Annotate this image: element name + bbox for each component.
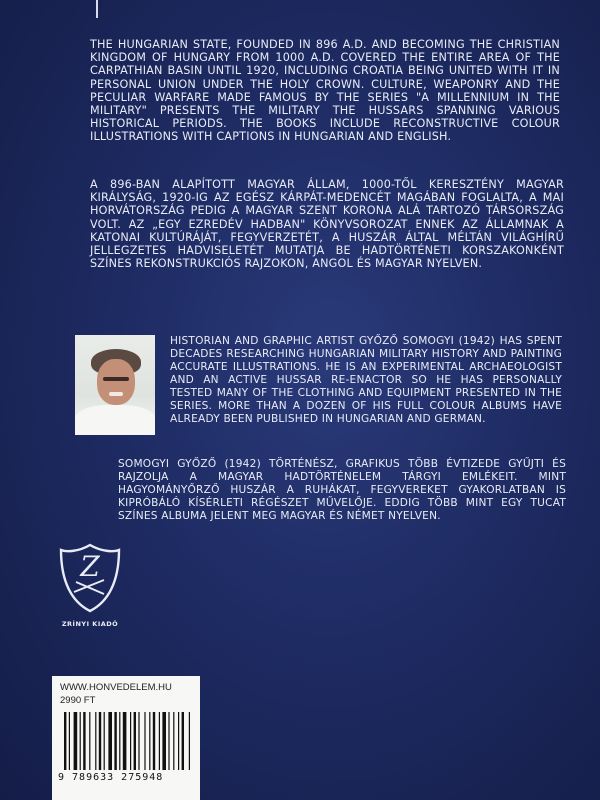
website-text: WWW.HONVEDELEM.HU	[60, 682, 172, 693]
barcode-bar	[162, 712, 166, 770]
barcode-bars	[64, 712, 196, 770]
price-text: 2990 FT	[60, 695, 96, 706]
barcode-bar	[149, 712, 150, 770]
publisher-shield-logo	[58, 542, 122, 614]
author-bio-hungarian: SOMOGYI GYŐZŐ (1942) TÖRTÉNÉSZ, GRAFIKUS TÖBB ÉVTIZEDE GYŰJTI ÉS RAJZOLJA A MAGYAR HADTÖRTÉNELEM TÁRGYI EMLÉKEIT. MINT HAGYOMÁNYŐRZŐ HUSZÁR A RUHÁKAT, FEGYVEREKET GYAKORLATBAN IS KIPRÓBÁLÓ KÍSÉRLETI RÉGÉSZET MŰVELŐJE. EDDIG TÖBB MINT EGY TUCAT SZÍNES ALBUMA JELENT MEG MAGYAR ÉS NÉMET NYELVEN.	[118, 458, 566, 522]
barcode-bar	[182, 712, 184, 770]
barcode-bar	[173, 712, 174, 770]
barcode-bar	[64, 712, 66, 770]
barcode-bar	[89, 712, 90, 770]
barcode-bar	[83, 712, 85, 770]
logo-letter: Z	[80, 550, 100, 583]
barcode-bar	[108, 712, 112, 770]
barcode-bar	[130, 712, 131, 770]
barcode-bar	[114, 712, 116, 770]
hungarian-blurb: A 896-BAN ALAPÍTOTT MAGYAR ÁLLAM, 1000-TŐL KERESZTÉNY MAGYAR KIRÁLYSÁG, 1920-IG AZ EGÉSZ KÁRPÁT-MEDENCÉT MAGÁBAN FOGLALTA, A MAI HORVÁTORSZÁG PEDIG A MAGYAR SZENT KORONA ALÁ TARTOZÓ TÁRSORSZÁG VOLT. AZ „EGY EZREDÉV HADBAN" KÖNYVSOROZAT ENNEK AZ ÁLLAMNAK A KATONAI KULTÚRÁJÁT, FEGYVERZETÉT, A HUSZÁR ÁLTAL MÉLTÁN VILÁGHÍRŰ JELLEGZETES HADVISELETÉT MUTATJA BE HADTÖRTÉNETI KORSZAKONKÉNT SZÍNES REKONSTRUKCIÓS RAJZOKON, ANGOL ÉS MAGYAR NYELVEN.	[90, 178, 564, 271]
barcode-bar	[69, 712, 70, 770]
barcode-bar	[138, 712, 139, 770]
barcode-bar	[123, 712, 127, 770]
isbn-number: 9 789633 275948	[58, 772, 164, 783]
author-photo	[75, 335, 155, 435]
spine-edge-line	[96, 0, 98, 18]
barcode-bar	[168, 712, 169, 770]
author-bio-english: HISTORIAN AND GRAPHIC ARTIST GYŐZŐ SOMOGYI (1942) HAS SPENT DECADES RESEARCHING HUNGARIAN MILITARY HISTORY AND PAINTING ACCURATE ILLUSTRATIONS. HE IS AN EXPERIMENTAL ARCHAEOLOGIST AND AN ACTIVE HUSSAR RE-ENACTOR SO HE HAS PERSONALLY TESTED MANY OF THE CLOTHING AND EQUIPMENT PRESENTED IN THE SERIES. MORE THAN A DOZEN OF HIS FULL COLOUR ALBUMS HAVE ALREADY BEEN PUBLISHED IN HUNGARIAN AND GERMAN.	[170, 335, 562, 425]
barcode-bar	[159, 712, 160, 770]
barcode-bar	[144, 712, 145, 770]
barcode-bar	[95, 712, 96, 770]
barcode-bar	[99, 712, 101, 770]
barcode-bar	[104, 712, 105, 770]
barcode-bar	[153, 712, 155, 770]
barcode-bar	[134, 712, 136, 770]
publisher-name: ZRÍNYI KIADÓ	[61, 620, 119, 628]
barcode-bar	[189, 712, 190, 770]
barcode-bar	[178, 712, 179, 770]
barcode-bar	[74, 712, 78, 770]
barcode-bar	[119, 712, 120, 770]
english-blurb: THE HUNGARIAN STATE, FOUNDED IN 896 A.D. AND BECOMING THE CHRISTIAN KINGDOM OF HUNGARY FROM 1000 A.D. COVERED THE ENTIRE AREA OF THE CARPATHIAN BASIN UNTIL 1920, INCLUDING CROATIA BEING UNITED WITH IT IN PERSONAL UNION UNDER THE HOLY CROWN. CULTURE, WEAPONRY AND THE PECULIAR WARFARE MADE FAMOUS BY THE SERIES "A MILLENNIUM IN THE MILITARY" PRESENTS THE MILITARY THE HUSSARS SPANNING VARIOUS HISTORICAL PERIODS. THE BOOKS INCLUDE RECONSTRUCTIVE COLOUR ILLUSTRATIONS WITH CAPTIONS IN HUNGARIAN AND ENGLISH.	[90, 38, 560, 144]
barcode-label	[52, 676, 200, 800]
barcode-bar	[80, 712, 81, 770]
